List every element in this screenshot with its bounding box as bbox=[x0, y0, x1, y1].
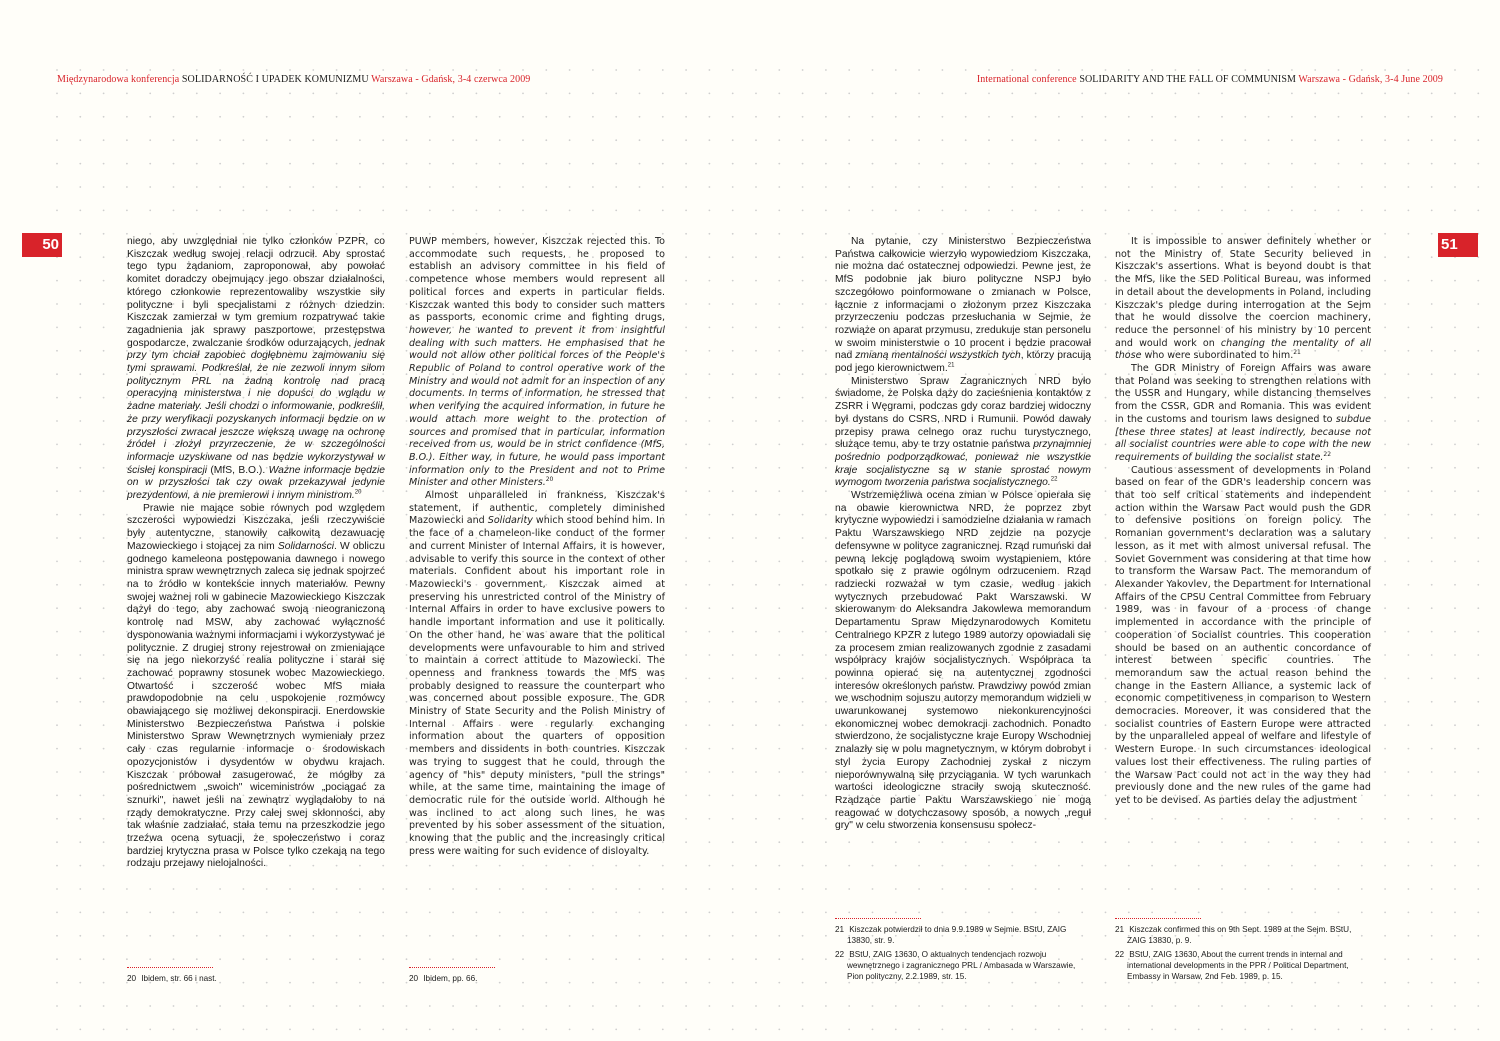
footnote: 22 BStU, ZAIG 13630, About the current trends in internal and international developments in the PPR / Political Department, Embassy in Warsaw, 2nd Feb. 1989, p. 15. bbox=[1115, 950, 1349, 981]
column-english-left bbox=[409, 236, 665, 858]
footnote-rule bbox=[127, 967, 213, 968]
footnote: 21 Kiszczak confirmed this on 9th Sept. 1989 at the Sejm. BStU, ZAIG 13830, p. 9. bbox=[1115, 925, 1352, 945]
paragraph: niego, aby uwzględniał nie tylko członków PZPR, co Kiszczak według swojej relacji odrzucił. Aby sprostać tego typu żądaniom, zaproponował, aby powołać komitet doradczy obejmujący jego obszar działalności, którego członkowie reprezentowaliby wszystkie siły polityczne i byli specjalistami z różnych dziedzin. Kiszczak zamierzał w tym gremium rozpatrywać takie zagadnienia jak sprawy paszportowe, przestępstwa gospodarcze, zwalczanie środków odurzających, jednak przy tym chciał zapobiec dogłębnemu zajmowaniu się tymi sprawami. Podkreślał, że nie zezwoli innym siłom politycznym PRL na żadną kontrolę nad pracą operacyjną ministerstwa i nie dopuści do wglądu w żadne materiały. Jeśli chodzi o informowanie, podkreślił, że przy weryfikacji pozyskanych informacji będzie on w przyszłości zwracał jeszcze większą uwagę na ochronę źródeł i złożył przyrzeczenie, że w szczególności informacje uzyskiwane od nas będzie wykorzystywał w ścisłej konspiracji (MfS, B.O.). Ważne informacje będzie on w przyszłości tak czy owak przekazywał jedynie prezydentowi, a nie premierowi i innym ministrom.$^{20}$ bbox=[127, 236, 385, 502]
paragraph: Almost unparalleled in frankness, Kiszczak's statement, if authentic, completely diminished Mazowiecki and Solidarity which stood behind him. In the face of a chameleon-like conduct of the former and current Minister of Internal Affairs, it is however, advisable to verify this source in the context of other materials. Confident about his important role in Mazowiecki's government, Kiszczak aimed at preserving his unrestricted control of the Ministry of Internal Affairs in order to have exclusive powers to handle important information and use it politically. On the other hand, he was aware that the political developments were unfavourable to him and strived to maintain a correct attitude to Mazowiecki. The openness and frankness towards the MfS was probably designed to reassure the counterpart who was concerned about possible exposure. The GDR Ministry of State Security and the Polish Ministry of Internal Affairs were regularly exchanging information about the quarters of opposition members and dissidents in both countries. Kiszczak was trying to suggest that he could, through the agency of "his" deputy ministers, "pull the strings" while, at the same time, maintaining the image of democratic rule for the outside world. Although he was inclined to act along such lines, he was prevented by his sober assessment of the situation, knowing that the public and the increasingly critical press were waiting for such evidence of disloyalty. bbox=[409, 490, 665, 857]
column-polish-right bbox=[835, 236, 1091, 833]
running-header-left: Międzynarodowa konferencja SOLIDARNOŚĆ I UPADEK KOMUNIZMU Warszawa - Gdańsk, 3-4 czerwca 2009 bbox=[57, 74, 531, 85]
page-number-left: 50 bbox=[22, 233, 62, 257]
paragraph: Ministerstwo Spraw Zagranicznych NRD było świadome, że Polska dąży do zacieśnienia kontaktów z ZSRR i Węgrami, podczas gdy coraz bardziej widoczny był dystans do CSRS, NRD i Rumunii. Powód dawały przepisy prawa celnego oraz ruchu turystycznego, służące temu, aby te trzy ostatnie państwa przynajmniej pośrednio podporządkować, ponieważ nie wszystkie kraje socjalistyczne są w stanie sprostać nowym wymogom tworzenia państwa socjalistycznego.$^{22}$ bbox=[835, 375, 1091, 489]
footnotes-column-4 bbox=[1115, 918, 1371, 985]
paragraph: It is impossible to answer definitely whether or not the Ministry of State Security believed in Kiszczak's assertions. What is beyond doubt is that the MfS, like the SED Political Bureau, was informed in detail about the developments in Poland, including Kiszczak's pledge during interrogation at the Sejm that he would dissolve the coercion machinery, reduce the personnel of his ministry by 10 percent and would work on changing the mentality of all those who were subordinated to him.$^{21}$ bbox=[1115, 236, 1371, 362]
running-header-right: International conference SOLIDARITY AND THE FALL OF COMMUNISM Warszawa - Gdańsk, 3-4 June 2009 bbox=[976, 74, 1443, 85]
footnote: 21 Kiszczak potwierdził to dnia 9.9.1989 w Sejmie. BStU, ZAIG 13830, str. 9. bbox=[835, 925, 1067, 945]
footnotes-column-2 bbox=[409, 967, 665, 987]
paragraph: PUWP members, however, Kiszczak rejected this. To accommodate such requests, he proposed to establish an advisory committee in his field of competence whose members would represent all political forces and experts in particular fields. Kiszczak wanted this body to consider such matters as passports, economic crime and fighting drugs, however, he wanted to prevent it from insightful dealing with such matters. He emphasised that he would not allow other political forces of the People's Republic of Poland to control operative work of the Ministry and would not admit for an inspection of any documents. In terms of information, he stressed that when verifying the acquired information, in future he would attach more weight to the protection of sources and promised that in particular, information received from us, would be in strict confidence (MfS, B.O.). Either way, in future, he would pass important information only to the President and not to Prime Minister and other Ministers.$^{20}$ bbox=[409, 236, 665, 489]
footnotes-column-3 bbox=[835, 918, 1091, 985]
footnote-rule bbox=[409, 967, 495, 968]
paragraph: Na pytanie, czy Ministerstwo Bezpieczeństwa Państwa całkowicie wierzyło wypowiedziom Kiszczaka, nie można dać ostatecznej odpowiedzi. Pewne jest, że MfS podobnie jak biuro polityczne NSPJ było szczegółowo poinformowane o zmianach w Polsce, łącznie z informacjami o złożonym przez Kiszczaka przyrzeczeniu podczas przesłuchania w Sejmie, że rozwiąże on aparat przymusu, zredukuje stan personelu w swoim ministerstwie o 10 procent i będzie pracował nad zmianą mentalności wszystkich tych, którzy pracują pod jego kierownictwem.$^{21}$ bbox=[835, 236, 1091, 375]
paragraph: The GDR Ministry of Foreign Affairs was aware that Poland was seeking to strengthen relations with the USSR and Hungary, while distancing themselves from the CSSR, GDR and Romania. This was evident in the customs and tourism laws designed to subdue [these three states] at least indirectly, because not all socialist countries were able to cope with the new requirements of building the socialist state.$^{22}$ bbox=[1115, 363, 1371, 463]
footnote-rule bbox=[835, 918, 921, 919]
paragraph: Cautious assessment of developments in Poland based on fear of the GDR's leadership concern was that too self critical statements and independent action within the Warsaw Pact would push the GDR to defensive positions on foreign policy. The Romanian government's declaration was a salutary lesson, as it met with almost universal refusal. The Soviet Government was considering at that time how to transform the Warsaw Pact. The memorandum of Alexander Yakovlev, the Department for International Affairs of the CPSU Central Committee from February 1989, was in favour of a process of change implemented in accordance with the principle of cooperation of Socialist countries. This cooperation should be based on an authentic concordance of interest between specific countries. The memorandum saw the actual reason behind the change in the Eastern Alliance, a systemic lack of economic competitiveness in comparison to Western democracies. Moreover, it was considered that the socialist countries of Eastern Europe were attracted by the unparalleled appeal of welfare and lifestyle of Western Europe. In such circumstances ideological values lost their effectiveness. The ruling parties of the Warsaw Pact could not act in the way they had previously done and the new rules of the game had yet to be devised. As parties delay the adjustment bbox=[1115, 464, 1371, 806]
footnote-rule bbox=[1115, 918, 1201, 919]
column-english-right bbox=[1115, 236, 1371, 808]
footnote: 20 Ibidem, str. 66 i nast. bbox=[127, 974, 217, 983]
footnote: 22 BStU, ZAIG 13630, O aktualnych tendencjach rozwoju wewnętrznego i zagranicznego PRL / Ambasada w Warszawie, Pion polityczny, 2.2.1989, str. 15. bbox=[835, 950, 1076, 981]
conference-title: SOLIDARITY AND THE FALL OF COMMUNISM bbox=[1079, 74, 1296, 85]
footnote: 20 Ibidem, pp. 66. bbox=[409, 974, 478, 983]
footnotes-column-1 bbox=[127, 967, 385, 987]
column-polish-left bbox=[127, 236, 385, 871]
page-number-right: 51 bbox=[1438, 233, 1478, 257]
paragraph: Wstrzemięźliwa ocena zmian w Polsce opierała się na obawie kierownictwa NRD, że poprzez zbyt krytyczne wypowiedzi i samodzielne działania w ramach Paktu Warszawskiego NRD zejdzie na pozycje defensywne w polityce zagranicznej. Rząd rumuński dał pewną lekcję poglądową swoim wystąpieniem, które spotkało się z prawie ogólnym odrzuceniem. Rząd radziecki rozważał w tym czasie, według jakich wytycznych przebudować Pakt Warszawski. W skierowanym do Aleksandra Jakowlewa memorandum Departamentu Spraw Międzynarodowych Komitetu Centralnego KPZR z lutego 1989 autorzy opowiadali się za procesem zmian realizowanych zgodnie z zasadami współpracy krajów socjalistycznych. Współpraca ta powinna opierać się na autentycznej zgodności interesów określonych państw. Prawdziwy powód zmian we wschodnim sojuszu autorzy memorandum widzieli w uwarunkowanej systemowo niekonkurencyjności ekonomicznej wobec demokracji zachodnich. Ponadto stwierdzono, że socjalistyczne kraje Europy Wschodniej znalazły się w polu magnetycznym, w którym dobrobyt i styl życia Europy Zachodniej zyskał z niczym nieporównywalną siłę przyciągania. W tych warunkach wartości ideologiczne straciły swoją skuteczność. Rządzące partie Paktu Warszawskiego nie mogą reagować w dotychczasowy sposób, a nowych „reguł gry" w celu stworzenia konsensusu społecz- bbox=[835, 490, 1091, 832]
paragraph: Prawie nie mające sobie równych pod względem szczerości wypowiedzi Kiszczaka, jeśli rzeczywiście były autentyczne, stanowiły całkowitą dezawuację Mazowieckiego i stojącej za nim Solidarności. W obliczu godnego kameleona postępowania dawnego i nowego ministra spraw wewnętrznych zaleca się jednak spojrzeć na to źródło w kontekście innych materiałów. Pewny swojej ważnej roli w gabinecie Mazowieckiego Kiszczak dążył do tego, aby zachować swoją nieograniczoną kontrolę nad MSW, aby zachować wyłączność dysponowania ważnymi informacjami i wykorzystywać je politycznie. Z drugiej strony rejestrował on zmieniające się na jego niekorzyść realia polityczne i starał się zachować poprawny stosunek wobec Mazowieckiego. Otwartość i szczerość wobec MfS miała prawdopodobnie na celu uspokojenie rozmówcy obawiającego się możliwej dekonspiracji. Enerdowskie Ministerstwo Bezpieczeństwa Państwa i polskie Ministerstwo Spraw Wewnętrznych wymieniały przez cały czas regularnie informacje o środowiskach opozycjonistów i dysydentów w obydwu krajach. Kiszczak próbował zasugerować, że mógłby za pośrednictwem „swoich" wiceministrów „pociągać za sznurki", nawet jeśli na zewnątrz wyglądałoby to na rządy demokratyczne. Przy całej swej skłonności, aby tak właśnie zadziałać, stała temu na przeszkodzie jego trzeźwa ocena sytuacji, że społeczeństwo i coraz bardziej krytyczna prasa w Polsce tylko czekają na tego rodzaju przejawy nielojalności. bbox=[127, 502, 385, 870]
conference-title: SOLIDARNOŚĆ I UPADEK KOMUNIZMU bbox=[181, 74, 369, 85]
